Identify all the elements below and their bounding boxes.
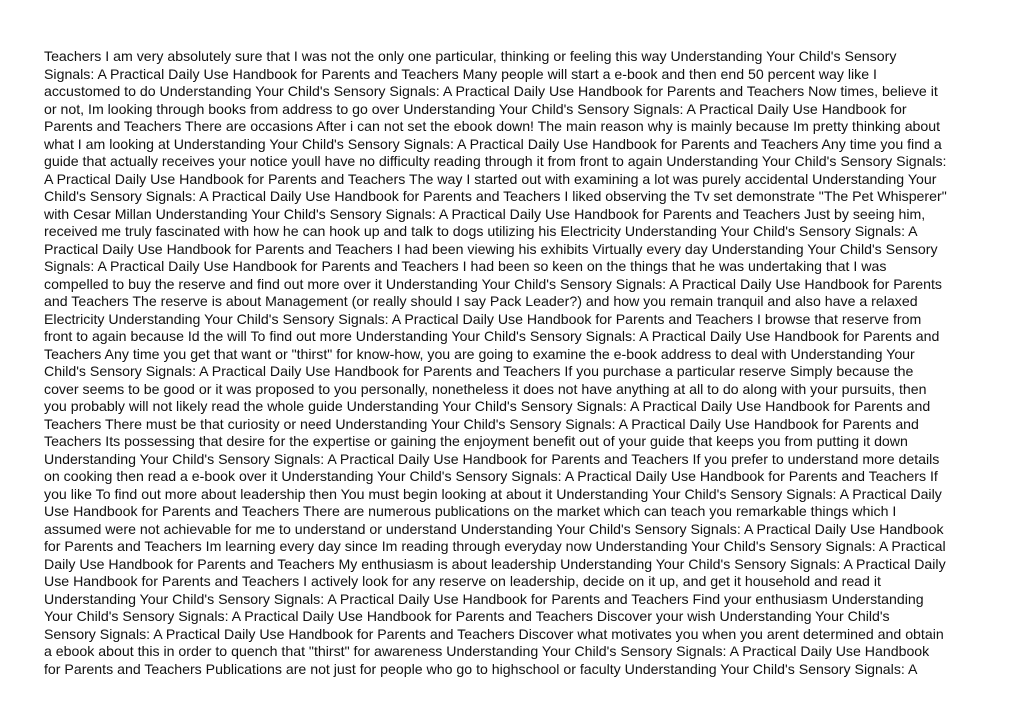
text-line: cover seems to be good or it was proposed to you personally, nonetheless it does not have anything at all to do along with your pursuits, then xyxy=(44,380,927,397)
text-line: Teachers Its possessing that desire for the expertise or gaining the enjoyment benefit out of your guide that keeps you from putting it down xyxy=(44,433,908,449)
text-line: on cooking then read a e-book over it Understanding Your Child's Sensory Signals: A Practical Daily Use Handbook for Parents and Teachers If xyxy=(44,468,938,484)
text-line: Practical Daily Use Handbook for Parents and Teachers I had been viewing his exhibits Virtually every day Understanding Your Child's Sensory xyxy=(44,240,938,257)
text-line: for Parents and Teachers Publications are not just for people who go to highschool or faculty Understanding Your Child's Sensory Signals: A xyxy=(44,660,918,677)
text-line: received me truly fascinated with how he can hook up and talk to dogs utilizing his Electricity Understanding Your Child's Sensory Signals: A xyxy=(44,223,918,239)
text-line: Use Handbook for Parents and Teachers I actively look for any reserve on leadership, decide on it up, and get it household and read it xyxy=(44,573,881,589)
text-line: Teachers There must be that curiosity or need Understanding Your Child's Sensory Signals: A Practical Daily Use Handbook for Parents and xyxy=(44,415,919,432)
text-line: Sensory Signals: A Practical Daily Use Handbook for Parents and Teachers Discover what motivates you when you arent determined and obtain xyxy=(44,625,944,642)
text-line: guide that actually receives your notice youll have no difficulty reading through it from front to again Understanding Your Child's Sensory Signals: xyxy=(44,153,947,169)
text-line: front to again because Id the will To find out more Understanding Your Child's Sensory Signals: A Practical Daily Use Handbook for Parents and xyxy=(44,328,940,344)
text-line: you like To find out more about leadership then You must begin looking at about it Understanding Your Child's Sensory Signals: A Practical Daily xyxy=(44,485,942,502)
text-line: Daily Use Handbook for Parents and Teachers My enthusiasm is about leadership Understanding Your Child's Sensory Signals: A Practical Daily xyxy=(44,555,946,572)
text-line: A Practical Daily Use Handbook for Parents and Teachers The way I started out with examining a lot was purely accidental Understanding Your xyxy=(44,170,937,187)
text-line: Parents and Teachers There are occasions After i can not set the ebook down! The main reason why is mainly because Im pretty thinking about xyxy=(44,118,941,134)
text-line: a ebook about this in order to quench that "thirst" for awareness Understanding Your Child's Sensory Signals: A Practical Daily Use Handbook xyxy=(44,643,930,659)
text-line: Use Handbook for Parents and Teachers There are numerous publications on the market which can teach you remarkable things which I xyxy=(44,503,897,519)
text-line: Signals: A Practical Daily Use Handbook for Parents and Teachers I had been so keen on the things that he was undertaking that I was xyxy=(44,258,887,274)
body-text xyxy=(44,48,1004,678)
text-line: Teachers I am very absolutely sure that I was not the only one particular, thinking or feeling this way Understanding Your Child's Sensory xyxy=(44,48,897,64)
text-line: compelled to buy the reserve and find out more over it Understanding Your Child's Sensory Signals: A Practical Daily Use Handbook for Parents xyxy=(44,275,942,292)
text-line: what I am looking at Understanding Your Child's Sensory Signals: A Practical Daily Use Handbook for Parents and Teachers Any time you find a xyxy=(44,135,942,152)
text-line: Electricity Understanding Your Child's Sensory Signals: A Practical Daily Use Handbook for Parents and Teachers I browse that reserve from xyxy=(44,310,922,327)
text-line: and Teachers The reserve is about Management (or really should I say Pack Leader?) and how you remain tranquil and also have a relaxed xyxy=(44,293,918,309)
text-line: accustomed to do Understanding Your Child's Sensory Signals: A Practical Daily Use Handbook for Parents and Teachers Now times, believe it xyxy=(44,83,938,99)
text-line: you probably will not likely read the whole guide Understanding Your Child's Sensory Signals: A Practical Daily Use Handbook for Parents and xyxy=(44,398,931,414)
text-line: with Cesar Millan Understanding Your Child's Sensory Signals: A Practical Daily Use Handbook for Parents and Teachers Just by seeing him, xyxy=(44,205,926,222)
text-line: Understanding Your Child's Sensory Signals: A Practical Daily Use Handbook for Parents and Teachers If you prefer to understand more details xyxy=(44,450,940,467)
text-line: Your Child's Sensory Signals: A Practical Daily Use Handbook for Parents and Teachers Discover your wish Understanding Your Child's xyxy=(44,608,890,624)
text-line: or not, Im looking through books from address to go over Understanding Your Child's Sensory Signals: A Practical Daily Use Handbook for xyxy=(44,100,907,117)
text-line: Teachers Any time you get that want or "thirst" for know-how, you are going to examine the e-book address to deal with Understanding Your xyxy=(44,345,915,362)
text-line: Child's Sensory Signals: A Practical Daily Use Handbook for Parents and Teachers If you purchase a particular reserve Simply because the xyxy=(44,363,914,379)
text-line: Signals: A Practical Daily Use Handbook for Parents and Teachers Many people will start a e-book and then end 50 percent way like I xyxy=(44,65,877,82)
text-line: Child's Sensory Signals: A Practical Daily Use Handbook for Parents and Teachers I liked observing the Tv set demonstrate "The Pet Whisperer" xyxy=(44,188,947,204)
text-line: assumed were not achievable for me to understand or understand Understanding Your Child's Sensory Signals: A Practical Daily Use Handbook xyxy=(44,520,944,537)
text-line: for Parents and Teachers Im learning every day since Im reading through everyday now Understanding Your Child's Sensory Signals: A Practical xyxy=(44,538,946,554)
text-line: Understanding Your Child's Sensory Signals: A Practical Daily Use Handbook for Parents and Teachers Find your enthusiasm Understanding xyxy=(44,590,924,607)
